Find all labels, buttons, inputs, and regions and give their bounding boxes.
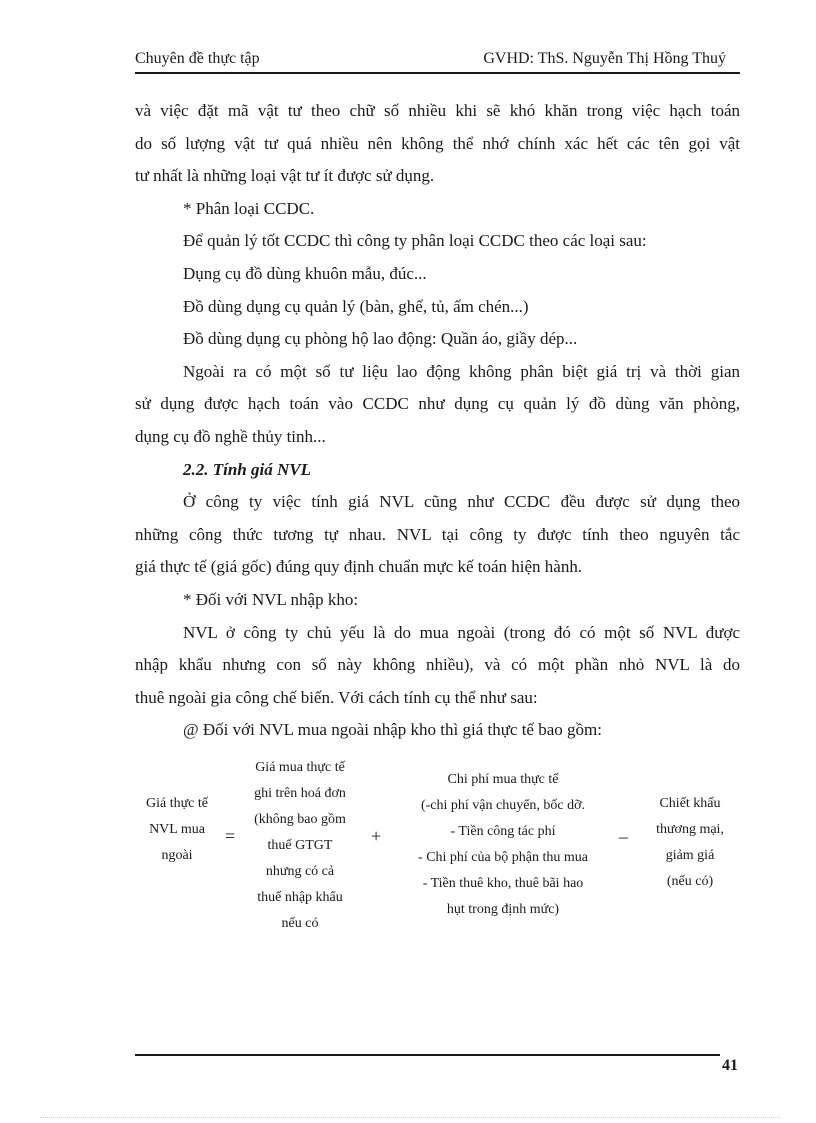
header-supervisor: GVHD: ThS. Nguyễn Thị Hồng Thuý bbox=[483, 50, 726, 67]
paragraph-line: NVL ở công ty chủ yếu là do mua ngoài (trong đó có một số NVL được bbox=[183, 622, 740, 642]
paragraph-line: Ở công ty việc tính giá NVL cũng như CCDC đều được sử dụng theo bbox=[183, 492, 740, 512]
list-item: Đồ dùng dụng cụ phòng hộ lao động: Quần áo, giầy dép... bbox=[183, 329, 578, 349]
formula-text: thương mại, bbox=[656, 822, 724, 837]
formula-text: giảm giá bbox=[665, 848, 715, 863]
paragraph-line: nhập khẩu nhưng con số này không nhiều), và có một phần nhỏ NVL là do bbox=[135, 655, 740, 675]
formula-text: ghi trên hoá đơn bbox=[254, 786, 346, 801]
footer-rule bbox=[135, 1054, 720, 1056]
list-item: Đồ dùng dụng cụ quản lý (bàn, ghế, tủ, ấm chén...) bbox=[183, 296, 529, 316]
minus-sign: _ bbox=[619, 820, 628, 840]
paragraph-line: Ngoài ra có một số tư liệu lao động không phân biệt giá trị và thời gian bbox=[183, 361, 740, 381]
paragraph-line: giá thực tế (giá gốc) đúng quy định chuẩn mực kế toán hiện hành. bbox=[135, 557, 583, 577]
section-label-ccdc: * Phân loại CCDC. bbox=[183, 198, 315, 218]
page-number: 41 bbox=[722, 1057, 738, 1074]
section-label-nvl: * Đối với NVL nhập kho: bbox=[183, 589, 359, 609]
page-edge-divider bbox=[40, 1117, 780, 1118]
paragraph-line: sử dụng được hạch toán vào CCDC như dụng cụ quản lý đồ dùng văn phòng, bbox=[135, 394, 740, 414]
page-header bbox=[135, 50, 740, 74]
paragraph-line: @ Đối với NVL mua ngoài nhập kho thì giá thực tế bao gồm: bbox=[183, 720, 602, 740]
formula-text: - Tiền công tác phí bbox=[450, 824, 556, 839]
list-item: Dụng cụ đồ dùng khuôn mẫu, đúc... bbox=[183, 263, 427, 283]
formula-text: thuế nhập khẩu bbox=[257, 890, 343, 905]
formula-text: (nếu có) bbox=[666, 874, 714, 889]
section-heading: 2.2. Tính giá NVL bbox=[183, 459, 311, 479]
paragraph-line: thuê ngoài gia công chế biến. Với cách tính cụ thể như sau: bbox=[135, 687, 538, 707]
paragraph-line: những công thức tương tự nhau. NVL tại công ty được tính theo nguyên tắc bbox=[135, 524, 740, 544]
paragraph-line: do số lượng vật tư quá nhiều nên không thể nhớ chính xác hết các tên gọi vật bbox=[135, 133, 740, 153]
plus-sign: + bbox=[371, 826, 382, 846]
formula-term-purchase-costs bbox=[391, 767, 615, 923]
formula-text: ngoài bbox=[161, 848, 193, 863]
formula-text: Giá thực tế bbox=[145, 796, 208, 811]
formula-text: Chi phí mua thực tế bbox=[447, 772, 559, 787]
formula-text: - Chi phí của bộ phận thu mua bbox=[418, 850, 588, 865]
formula-text: thuế GTGT bbox=[267, 838, 333, 853]
price-formula bbox=[135, 755, 740, 955]
formula-text: Chiết khấu bbox=[659, 796, 721, 811]
formula-text: - Tiền thuê kho, thuê bãi hao bbox=[422, 876, 584, 891]
formula-term-actual-price bbox=[135, 791, 219, 869]
formula-text: nếu có bbox=[281, 916, 319, 931]
formula-text: nhưng có cả bbox=[265, 864, 335, 879]
formula-text: (không bao gồm bbox=[254, 812, 346, 827]
paragraph-line: và việc đặt mã vật tư theo chữ số nhiều khi sẽ khó khăn trong việc hạch toán bbox=[135, 101, 740, 120]
paragraph-line: Để quản lý tốt CCDC thì công ty phân loại CCDC theo các loại sau: bbox=[183, 231, 647, 251]
header-title: Chuyên đề thực tập bbox=[135, 50, 260, 67]
formula-text: (-chi phí vận chuyển, bốc dỡ. bbox=[420, 798, 586, 813]
formula-text: Giá mua thực tế bbox=[255, 760, 345, 775]
paragraph-line: tư nhất là những loại vật tư ít được sử dụng. bbox=[135, 166, 435, 186]
formula-text: hụt trong định mức) bbox=[446, 902, 560, 917]
equals-sign: = bbox=[225, 826, 236, 846]
paragraph-line: dụng cụ đồ nghề thủy tinh... bbox=[135, 426, 326, 446]
document-body bbox=[135, 95, 740, 747]
formula-text: NVL mua bbox=[149, 822, 205, 837]
formula-term-discount bbox=[635, 791, 745, 895]
formula-term-invoice-price bbox=[241, 755, 359, 937]
